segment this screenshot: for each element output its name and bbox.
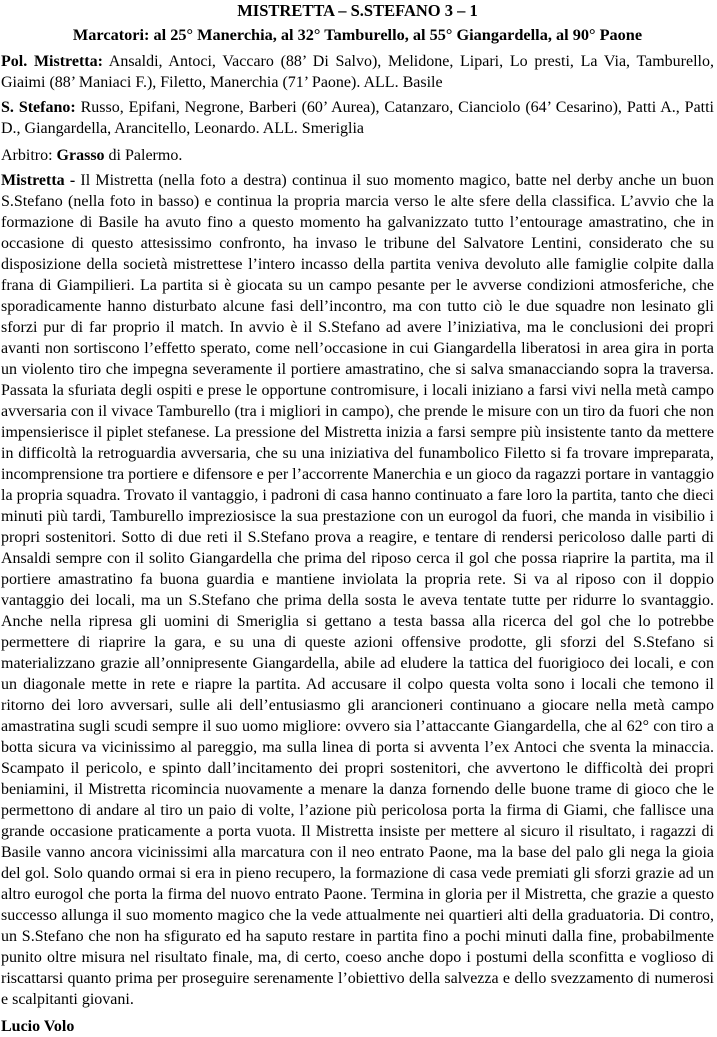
match-title: MISTRETTA – S.STEFANO 3 – 1 [237,1,478,20]
referee-name: Grasso [56,147,105,164]
home-lineup-text: Ansaldi, Antoci, Vaccaro (88’ Di Salvo), Melidone, Lipari, Lo presti, La Via, Tamburello, Giaimi (88’ Maniaci F.), Filetto, Manerchia (71’ Paone). ALL. Basile [1,53,714,91]
home-lineup [1,51,714,93]
referee-line [1,145,714,166]
away-lineup [1,97,714,139]
referee-prefix: Arbitro: [1,147,57,164]
away-lineup-text: Russo, Epifani, Negrone, Barberi (60’ Aurea), Catanzaro, Cianciolo (64’ Cesarino), Patti A., Patti D., Giangardella, Arancitello, Leonardo. ALL. Smeriglia [1,99,715,137]
referee-suffix: di Palermo. [104,147,183,164]
author-byline: Lucio Volo [1,1018,75,1035]
home-lineup-label: Pol. Mistretta: [1,53,103,70]
article-body [1,170,714,1010]
article-text: Il Mistretta (nella foto a destra) continua il suo momento magico, batte nel derby anche un buon S.Stefano (nella foto in basso) e continua la propria marcia verso le alte sfere della classifica. L’avvio che la formazione di Basile ha avuto fino a questo momento ha galvanizzato tutto l’entourage amastratino, che in occasione di questo attesissimo confronto, ha invaso le tribune del Salvatore Lentini, considerato che su disposizione della società mistrettese l’intero incasso della partita veniva devoluto alle famiglie colpite dalla frana di Giampilieri. La partita si è giocata su un campo pesante per le avverse condizioni atmosferiche, che sporadicamente hanno disturbato alcune fasi dell’incontro, ma con tutto ciò le due squadre non lesinato gli sforzi pur di far proprio il match. In avvio è il S.Stefano ad avere l’iniziativa, ma le conclusioni dei propri avanti non sortiscono l’effetto sperato, come nell’occasione in cui Giangardella liberatosi in area gira in porta un violento tiro che impegna severamente il portiere amastratino, che si salva smanacciando sopra la traversa. Passata la sfuriata degli ospiti e prese le opportune contromisure, i locali iniziano a farsi vivi nella metà campo avversaria con il vivace Tamburello (tra i migliori in campo), che prende le misure con un tiro da fuori che non impensierisce il piplet stefanese. La pressione del Mistretta inizia a farsi sempre più insistente tanto da mettere in difficoltà la retroguardia avversaria, che su una iniziativa del funambolico Filetto si fa trovare impreparata, incomprensione tra portiere e difensore e per l’accorrente Manerchia e un gioco da ragazzi portare in vantaggio la propria squadra. Trovato il vantaggio, i padroni di casa hanno continuato a fare loro la partita, tanto che dieci minuti più tardi, Tamburello impreziosisce la sua prestazione con un eurogol da fuori, che manda in visibilio i propri sostenitori. Sotto di due reti il S.Stefano prova a reagire, e tentare di rendersi pericoloso dalle parti di Ansaldi sempre con il solito Giangardella che prima del riposo cerca il gol che possa riaprire la partita, ma il portiere amastratino fa buona guardia e mantiene inviolata la propria rete. Si va al riposo con il doppio vantaggio dei locali, ma un S.Stefano che prima della sosta le aveva tentate tutte per ridurre lo svantaggio. Anche nella ripresa gli uomini di Smeriglia si gettano a testa bassa alla ricerca del gol che lo potrebbe permettere di riaprire la gara, e su una di queste azioni offensive prodotte, gli sforzi del S.Stefano si materializzano grazie all’onnipresente Giangardella, abile ad eludere la tattica del fuorigioco dei locali, e con un diagonale mette in rete e riapre la partita. Ad accusare il colpo questa volta sono i locali che temono il ritorno dei loro avversari, sulle ali dell’entusiasmo gli arancioneri continuano a giocare nella metà campo amastratina sugli scudi sempre il suo uomo migliore: ovvero sia l’attaccante Giangardella, che al 62° con tiro a botta sicura va vicinissimo al pareggio, ma sulla linea di porta si avventa l’ex Antoci che sventa la minaccia. Scampato il pericolo, e spinto dall’incitamento dei propri sostenitori, che avvertono le difficoltà dei propri beniamini, il Mistretta ricomincia nuovamente a menare la danza fornendo delle buone trame di gioco che le permettono di andare al tiro un paio di volte, l’azione più pericolosa porta la firma di Giami, che fallisce una grande occasione praticamente a porta vuota. Il Mistretta insiste per mettere al sicuro il risultato, i ragazzi di Basile vanno ancora vicinissimi alla marcatura con il neo entrato Paone, ma la base del palo gli nega la gioia del gol. Solo quando ormai si era in pieno recupero, la formazione di casa vede premiati gli sforzi grazie ad un altro eurogol che porta la firma del nuovo entrato Paone. Termina in gloria per il Mistretta, che grazie a questo successo allunga il suo momento magico che la vede attualmente nei quartieri alti della graduatoria. Di contro, un S.Stefano che non ha sfigurato ed ha saputo restare in partita fino a pochi minuti dalla fine, probabilmente punito oltre misura nel risultato finale, ma, di certo, coeso anche dopo i postumi della sconfitta e voglioso di riscattarsi quanto prima per proseguire serenamente l’obiettivo della salvezza e dello svezzamento di numerosi e scalpitanti giovani. [1,172,715,1008]
away-lineup-label: S. Stefano: [1,99,76,116]
article-lead-label: Mistretta - [1,172,76,189]
scorers-line: Marcatori: al 25° Manerchia, al 32° Tamburello, al 55° Giangardella, al 90° Paone [72,25,643,44]
